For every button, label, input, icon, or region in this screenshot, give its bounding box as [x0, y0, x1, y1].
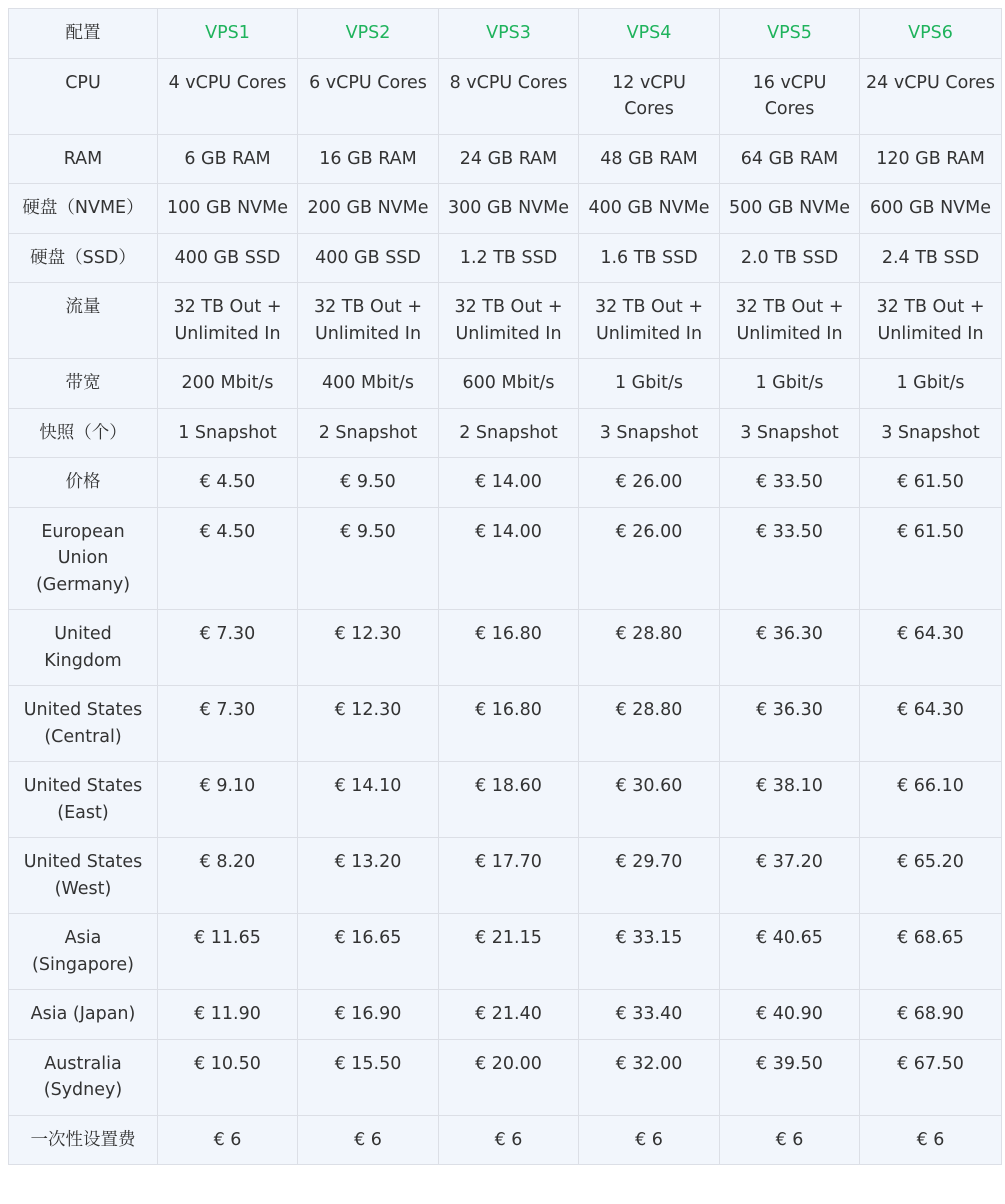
table-cell: € 4.50	[158, 507, 298, 610]
header-plan-vps6: VPS6	[860, 9, 1002, 59]
table-row	[9, 914, 1002, 990]
table-row	[9, 408, 1002, 458]
table-cell: 600 Mbit/s	[439, 359, 579, 409]
header-plan-vps2: VPS2	[298, 9, 439, 59]
table-row	[9, 233, 1002, 283]
table-cell: € 20.00	[439, 1039, 579, 1115]
table-row	[9, 184, 1002, 234]
row-label: United States (West)	[9, 838, 158, 914]
table-cell: 120 GB RAM	[860, 134, 1002, 184]
table-row	[9, 283, 1002, 359]
table-cell: € 33.50	[720, 507, 860, 610]
table-cell: 16 GB RAM	[298, 134, 439, 184]
table-cell: € 14.00	[439, 458, 579, 508]
table-cell: € 6	[158, 1115, 298, 1165]
table-cell: 8 vCPU Cores	[439, 58, 579, 134]
table-row	[9, 1039, 1002, 1115]
table-cell: 400 GB NVMe	[579, 184, 720, 234]
table-cell: € 16.80	[439, 686, 579, 762]
row-label: CPU	[9, 58, 158, 134]
table-cell: 32 TB Out + Unlimited In	[860, 283, 1002, 359]
row-label: United States (East)	[9, 762, 158, 838]
table-cell: 1.2 TB SSD	[439, 233, 579, 283]
table-cell: 200 GB NVMe	[298, 184, 439, 234]
table-cell: 1 Gbit/s	[720, 359, 860, 409]
table-row	[9, 134, 1002, 184]
table-cell: € 8.20	[158, 838, 298, 914]
header-plan-vps1: VPS1	[158, 9, 298, 59]
table-cell: 600 GB NVMe	[860, 184, 1002, 234]
row-label: United States (Central)	[9, 686, 158, 762]
table-cell: € 18.60	[439, 762, 579, 838]
table-cell: 1.6 TB SSD	[579, 233, 720, 283]
table-cell: € 64.30	[860, 686, 1002, 762]
row-label: 一次性设置费	[9, 1115, 158, 1165]
table-row	[9, 1115, 1002, 1165]
row-label: 带宽	[9, 359, 158, 409]
table-cell: € 14.10	[298, 762, 439, 838]
table-row	[9, 359, 1002, 409]
table-cell: € 64.30	[860, 610, 1002, 686]
row-label: RAM	[9, 134, 158, 184]
table-cell: 100 GB NVMe	[158, 184, 298, 234]
table-cell: € 6	[579, 1115, 720, 1165]
table-cell: € 12.30	[298, 610, 439, 686]
table-cell: € 37.20	[720, 838, 860, 914]
table-row	[9, 610, 1002, 686]
table-cell: € 68.65	[860, 914, 1002, 990]
table-cell: € 67.50	[860, 1039, 1002, 1115]
table-header-row	[9, 9, 1002, 59]
table-cell: € 40.65	[720, 914, 860, 990]
table-cell: € 9.50	[298, 458, 439, 508]
row-label: 流量	[9, 283, 158, 359]
table-cell: € 21.40	[439, 990, 579, 1040]
table-cell: 6 vCPU Cores	[298, 58, 439, 134]
table-cell: 2 Snapshot	[439, 408, 579, 458]
table-cell: 24 GB RAM	[439, 134, 579, 184]
table-row	[9, 686, 1002, 762]
table-cell: € 26.00	[579, 458, 720, 508]
table-cell: 24 vCPU Cores	[860, 58, 1002, 134]
table-cell: € 29.70	[579, 838, 720, 914]
table-cell: € 11.65	[158, 914, 298, 990]
table-body	[9, 58, 1002, 1165]
table-cell: € 11.90	[158, 990, 298, 1040]
table-cell: € 21.15	[439, 914, 579, 990]
table-cell: € 6	[720, 1115, 860, 1165]
table-cell: € 9.10	[158, 762, 298, 838]
table-cell: € 28.80	[579, 686, 720, 762]
table-cell: 32 TB Out + Unlimited In	[439, 283, 579, 359]
table-cell: 32 TB Out + Unlimited In	[158, 283, 298, 359]
table-cell: 300 GB NVMe	[439, 184, 579, 234]
table-cell: € 7.30	[158, 686, 298, 762]
row-label: Asia (Singapore)	[9, 914, 158, 990]
table-cell: € 39.50	[720, 1039, 860, 1115]
table-cell: € 65.20	[860, 838, 1002, 914]
table-cell: 3 Snapshot	[860, 408, 1002, 458]
table-cell: € 61.50	[860, 507, 1002, 610]
table-cell: € 61.50	[860, 458, 1002, 508]
table-cell: € 6	[298, 1115, 439, 1165]
table-cell: € 16.65	[298, 914, 439, 990]
row-label: European Union (Germany)	[9, 507, 158, 610]
table-cell: € 32.00	[579, 1039, 720, 1115]
table-cell: € 12.30	[298, 686, 439, 762]
row-label: Asia (Japan)	[9, 990, 158, 1040]
table-cell: € 16.90	[298, 990, 439, 1040]
table-cell: 200 Mbit/s	[158, 359, 298, 409]
table-cell: 32 TB Out + Unlimited In	[298, 283, 439, 359]
vps-pricing-table	[8, 8, 1002, 1165]
table-row	[9, 762, 1002, 838]
table-cell: € 30.60	[579, 762, 720, 838]
table-cell: € 15.50	[298, 1039, 439, 1115]
header-plan-vps3: VPS3	[439, 9, 579, 59]
table-row	[9, 58, 1002, 134]
row-label: 快照（个）	[9, 408, 158, 458]
table-row	[9, 507, 1002, 610]
table-cell: 12 vCPU Cores	[579, 58, 720, 134]
table-row	[9, 990, 1002, 1040]
header-plan-vps5: VPS5	[720, 9, 860, 59]
table-cell: € 28.80	[579, 610, 720, 686]
table-cell: € 16.80	[439, 610, 579, 686]
table-cell: € 26.00	[579, 507, 720, 610]
table-cell: 1 Gbit/s	[579, 359, 720, 409]
row-label: Australia (Sydney)	[9, 1039, 158, 1115]
table-cell: € 14.00	[439, 507, 579, 610]
table-cell: € 10.50	[158, 1039, 298, 1115]
table-cell: € 33.50	[720, 458, 860, 508]
table-cell: € 7.30	[158, 610, 298, 686]
header-plan-vps4: VPS4	[579, 9, 720, 59]
table-cell: 2.4 TB SSD	[860, 233, 1002, 283]
table-cell: 1 Gbit/s	[860, 359, 1002, 409]
table-cell: € 17.70	[439, 838, 579, 914]
table-cell: € 68.90	[860, 990, 1002, 1040]
table-cell: 16 vCPU Cores	[720, 58, 860, 134]
table-cell: 400 GB SSD	[298, 233, 439, 283]
header-config: 配置	[9, 9, 158, 59]
table-cell: 1 Snapshot	[158, 408, 298, 458]
table-cell: 48 GB RAM	[579, 134, 720, 184]
row-label: 硬盘（SSD）	[9, 233, 158, 283]
table-cell: € 66.10	[860, 762, 1002, 838]
table-cell: € 38.10	[720, 762, 860, 838]
table-cell: 4 vCPU Cores	[158, 58, 298, 134]
row-label: 价格	[9, 458, 158, 508]
table-row	[9, 838, 1002, 914]
pricing-table-container	[8, 8, 1001, 1165]
table-cell: 500 GB NVMe	[720, 184, 860, 234]
table-cell: 6 GB RAM	[158, 134, 298, 184]
table-cell: 3 Snapshot	[720, 408, 860, 458]
table-row	[9, 458, 1002, 508]
table-cell: 3 Snapshot	[579, 408, 720, 458]
table-cell: 32 TB Out + Unlimited In	[579, 283, 720, 359]
table-cell: € 36.30	[720, 686, 860, 762]
table-cell: € 4.50	[158, 458, 298, 508]
table-cell: € 40.90	[720, 990, 860, 1040]
row-label: United Kingdom	[9, 610, 158, 686]
table-cell: 2.0 TB SSD	[720, 233, 860, 283]
table-cell: 2 Snapshot	[298, 408, 439, 458]
table-cell: € 13.20	[298, 838, 439, 914]
table-cell: € 6	[439, 1115, 579, 1165]
table-cell: € 9.50	[298, 507, 439, 610]
table-cell: € 33.15	[579, 914, 720, 990]
row-label: 硬盘（NVME）	[9, 184, 158, 234]
table-cell: € 33.40	[579, 990, 720, 1040]
table-cell: € 6	[860, 1115, 1002, 1165]
table-cell: 400 GB SSD	[158, 233, 298, 283]
table-cell: 400 Mbit/s	[298, 359, 439, 409]
table-cell: 32 TB Out + Unlimited In	[720, 283, 860, 359]
table-cell: € 36.30	[720, 610, 860, 686]
table-cell: 64 GB RAM	[720, 134, 860, 184]
